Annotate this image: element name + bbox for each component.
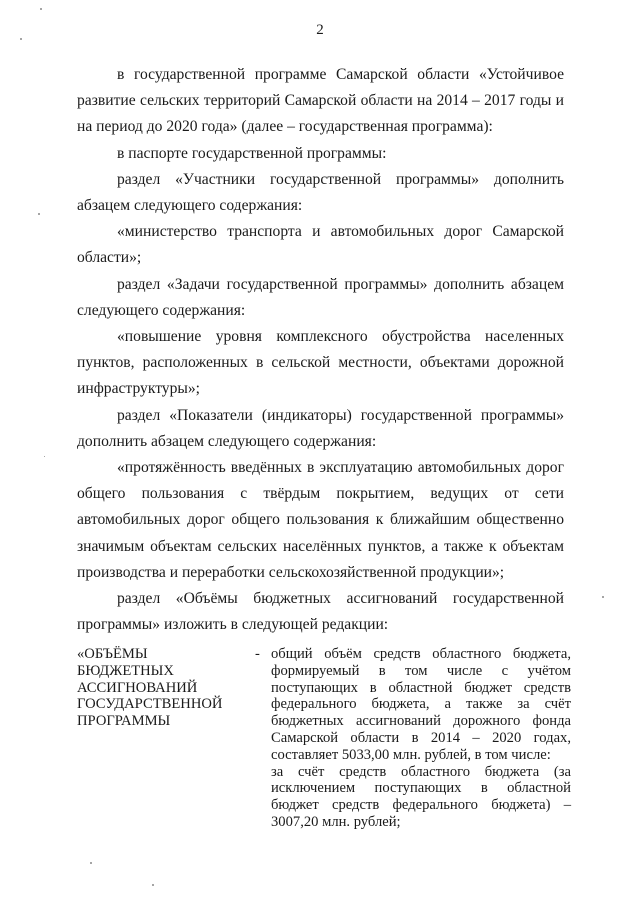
passport-label: «ОБЪЁМЫ БЮДЖЕТНЫХ АССИГНОВАНИЙ ГОСУДАРСТВЕННОЙ ПРОГРАММЫ [77,646,223,730]
scan-speck [44,456,45,457]
passport-dash: - [255,646,260,662]
paragraph-8: «протяжённость введённых в эксплуатацию автомобильных дорог общего пользования с твёрдым покрытием, ведущих от сети автомобильных дорог общего пользования к ближайшим общественно значимым объектам сельских населённых пунктов, а также к объектам производства и переработки сельскохозяйственной продукции»; [77,459,564,581]
passport-value-paragraph-1: общий объём средств областного бюджета, формируемый в том числе с учётом поступающих в областной бюджет средств федерального бюджета, а также за счёт бюджетных ассигнований дорожного фонда Самарской области в 2014 – 2020 годах, составляет 5033,00 млн. рублей, в том числе: [271,646,571,763]
scan-speck [152,884,154,886]
paragraph-9: раздел «Объёмы бюджетных ассигнований государственной программы» изложить в следующей редакции: [77,590,564,634]
scan-speck [90,862,92,864]
paragraph-5: раздел «Задачи государственной программы» дополнить абзацем следующего содержания: [77,275,564,319]
scan-speck [20,38,22,40]
paragraph-7: раздел «Показатели (индикаторы) государственной программы» дополнить абзацем следующего содержания: [77,406,564,450]
paragraph-4: «министерство транспорта и автомобильных дорог Самарской области»; [77,223,564,267]
document-body [77,62,564,638]
paragraph-2: в паспорте государственной программы: [117,144,387,162]
page-number: 2 [316,22,324,38]
scan-speck [38,213,40,215]
paragraph-6: «повышение уровня комплексного обустройства населенных пунктов, расположенных в сельской местности, объектами дорожной инфраструктуры»; [77,328,564,398]
paragraph-3: раздел «Участники государственной программы» дополнить абзацем следующего содержания: [77,170,564,215]
paragraph-1: в государственной программе Самарской области «Устойчивое развитие сельских территорий Самарской области на 2014 – 2017 годы и на период до 2020 года» (далее – государственная программа): [77,66,564,136]
scan-speck [40,8,42,10]
scan-speck [602,596,604,598]
passport-value-paragraph-2: за счёт средств областного бюджета (за исключением поступающих в областной бюджет средств федерального бюджета) – 3007,20 млн. рублей; [271,763,571,830]
passport-value [271,646,571,831]
